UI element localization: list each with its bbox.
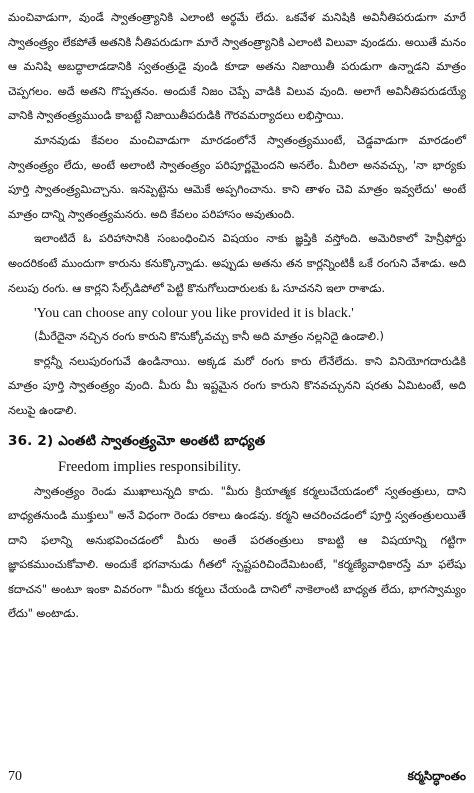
paragraph-5: కార్లన్నీ నలుపురంగువే ఉండినాయి. అక్కడ మరో రంగు కారు లేనేలేదు. కాని వినియోగదారుడికి మాత్రం పూర్తి స్వాతంత్ర్యం వుంది. మీరు మీ ఇష్టమైన రంగు కారుని కొనవచ్చునని షరతు ఏమిటంటే, అది నలుపై ఉండాలి. xyxy=(8,354,466,417)
section-subheading: Freedom implies responsibility. xyxy=(58,458,242,475)
paragraph-2: మానవుడు కేవలం మంచివాడుగా మారడంలోనే స్వాతంత్ర్యముంటే, చెడ్డవాడుగా మారడంలో స్వాతంత్ర్యం లేదు, అంటే అలాంటి స్వాతంత్ర్యం పరిపూర్ణమైందని అనలేం. మీరిలా అనవచ్చు, 'నా భార్యకు పూర్తి స్వాతంత్ర్యమిచ్చాను. ఇనప్పెట్టెను ఆమెకే అప్పగించాను. కాని తాళం చెవి మాత్రం ఇవ్వలేదు' అంటే మాత్రం దాన్ని స్వాతంత్ర్యమనరు. అది కేవలం పరిహాసం అవుతుంది. xyxy=(8,133,466,221)
quote-translation: (మీరేదైనా నచ్చిన రంగు కారుని కొనుక్కోవచ్చు కానీ అది మాత్రం నల్లనిదై ఉండాలి.) xyxy=(34,330,384,344)
english-quote: 'You can choose any colour you like provided it is black.' xyxy=(34,306,354,322)
page-number: 70 xyxy=(8,769,22,784)
page-footer xyxy=(8,767,466,787)
paragraph-1: మంచివాడుగా, వుండే స్వాతంత్ర్యానికి ఎలాంటి అర్థమే లేదు. ఒకవేళ మనిషికి అవినీతిపరుడుగా మారే స్వాతంత్ర్యం లేకపోతే అతనికి నీతిపరుడుగా మారే స్వాతంత్ర్యానికి ఎలాంటి విలువా వుండదు. అయితే మనం ఆ మనిషి అబద్ధాలాడడానికి స్వతంత్రుడై వుండి కూడా అతను నిజాయితీ పరుడుగా ఉన్నాడని మాత్రం చెప్పగలం. అదే అతని గొప్పతనం. అందుకే నిజం చెప్పే వాడికి విలువ వుంది. అలాగే అవినీతిపరుడయ్యే వానికి స్వాతంత్ర్యముండి కాబట్టే నిజాయితీపరుడికి గౌరవమర్యాదలు లభిస్తాయి. xyxy=(8,11,466,123)
running-title: కర్మసిద్ధాంతం xyxy=(407,768,466,783)
paragraph-6: స్వాతంత్ర్యం రెండు ముఖాలున్నది కాదు. "మీరు క్రియాత్మక కర్మలుచేయడంలో స్వతంత్రులు, దాని బాధ్యతనుండి ముక్తులు" అనే విధంగా రెండు రకాలు ఉండవు. కర్మని ఆచరించడంలో పూర్తి స్వతంత్రులయితే దాని ఫలాన్ని అనుభవించడంలో మీరు అంతే పరతంత్రులు కాబట్టి ఆ విషయాన్ని గట్టిగా జ్ఞాపకముంచుకోవాలి. అందుకే భగవానుడు గీతలో స్పష్టపరిచిందేమిటంటే, "కర్మణ్యేవాధికారస్తే మా ఫలేషు కదాచన" అంటూ ఇంకా వివరంగా "మీరు కర్మలు చేయండి దానిలో నాకెలాంటి బాధ్యత లేదు, భాగస్వామ్యం లేదు" అంటాడు. xyxy=(8,484,466,621)
paragraph-3: ఇలాంటిదే ఓ పరిహాసానికి సంబంధించిన విషయం నాకు జ్ఞప్తికి వస్తోంది. అమెరికాలో హెన్రీఫోర్డు అందరికంటే ముందుగా కారును కనుక్కొన్నాడు. అప్పుడు అతను తన కార్లన్నింటికీ ఒకే రంగుని వేశాడు. అది నలుపు రంగు. ఆ కార్లని సేల్స్‌డిపోలో పెట్టి కొనుగోలుదారులకు ఓ సూచనని ఇలా రాశాడు. xyxy=(8,232,466,295)
section-heading: 36. 2) ఎంతటి స్వాతంత్ర్యమో అంతటి బాధ్యత xyxy=(8,432,266,449)
